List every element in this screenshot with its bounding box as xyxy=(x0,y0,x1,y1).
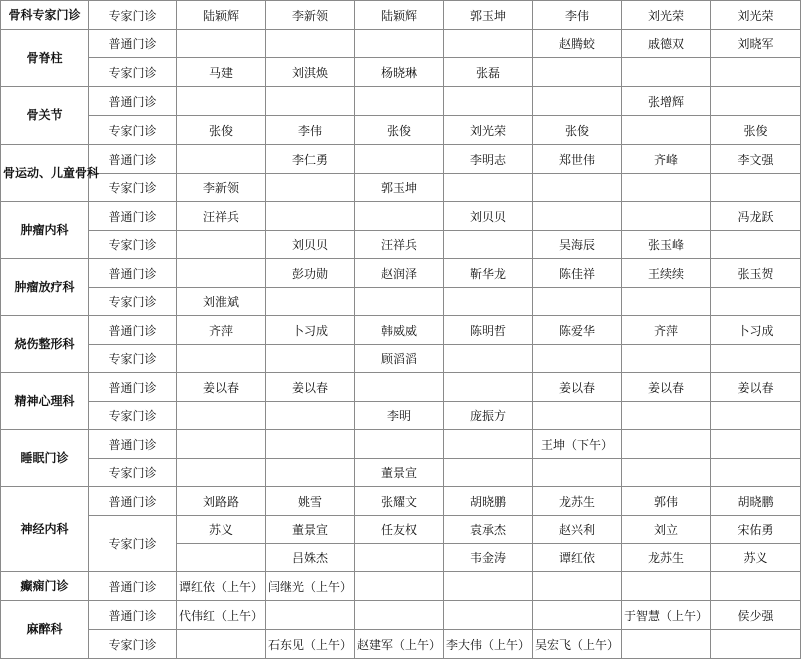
doctor-cell: 陈爱华 xyxy=(533,316,622,345)
doctor-cell: 张俊 xyxy=(533,116,622,145)
doctor-cell: 于智慧（上午） xyxy=(622,601,711,630)
clinic-type: 专家门诊 xyxy=(89,58,177,87)
doctor-cell: 王续续 xyxy=(622,259,711,288)
doctor-cell xyxy=(444,87,533,116)
clinic-type: 专家门诊 xyxy=(89,630,177,659)
schedule-row xyxy=(1,288,801,316)
doctor-cell xyxy=(355,202,444,231)
doctor-cell: 姜以春 xyxy=(177,373,266,402)
doctor-cell xyxy=(266,601,355,630)
doctor-cell: 代伟红（上午） xyxy=(177,601,266,630)
doctor-cell xyxy=(177,402,266,430)
doctor-cell: 刘淮斌 xyxy=(177,288,266,316)
doctor-cell xyxy=(266,459,355,487)
department-name: 麻醉科 xyxy=(1,601,89,659)
schedule-row xyxy=(1,116,801,145)
clinic-type: 普通门诊 xyxy=(89,87,177,116)
doctor-cell: 袁承杰 xyxy=(444,516,533,544)
doctor-cell xyxy=(266,430,355,459)
doctor-cell xyxy=(177,259,266,288)
doctor-cell: 张玉峰 xyxy=(622,231,711,259)
schedule-row xyxy=(1,259,801,288)
doctor-cell: 韩威威 xyxy=(355,316,444,345)
doctor-cell: 郭伟 xyxy=(622,487,711,516)
schedule-row xyxy=(1,430,801,459)
doctor-cell: 张玉贺 xyxy=(711,259,801,288)
department-name: 骨运动、儿童骨科 xyxy=(1,145,89,202)
doctor-cell: 戚德双 xyxy=(622,30,711,58)
department-name: 烧伤整形科 xyxy=(1,316,89,373)
schedule-row xyxy=(1,202,801,231)
doctor-cell: 姜以春 xyxy=(622,373,711,402)
doctor-cell xyxy=(711,288,801,316)
clinic-type: 普通门诊 xyxy=(89,572,177,601)
doctor-cell: 庞振方 xyxy=(444,402,533,430)
doctor-cell xyxy=(444,601,533,630)
department-name: 肿瘤放疗科 xyxy=(1,259,89,316)
doctor-cell: 龙苏生 xyxy=(622,544,711,572)
clinic-type: 专家门诊 xyxy=(89,231,177,259)
doctor-cell: 靳华龙 xyxy=(444,259,533,288)
clinic-type: 专家门诊 xyxy=(89,1,177,30)
doctor-cell xyxy=(444,345,533,373)
doctor-cell xyxy=(444,174,533,202)
doctor-cell xyxy=(177,345,266,373)
doctor-cell: 胡晓鹏 xyxy=(711,487,801,516)
department-name: 睡眠门诊 xyxy=(1,430,89,487)
doctor-cell xyxy=(711,345,801,373)
doctor-cell: 陈明哲 xyxy=(444,316,533,345)
doctor-cell xyxy=(622,630,711,659)
doctor-cell: 张耀文 xyxy=(355,487,444,516)
doctor-cell: 谭红依 xyxy=(533,544,622,572)
doctor-cell: 马建 xyxy=(177,58,266,87)
doctor-cell: 刘光荣 xyxy=(711,1,801,30)
doctor-cell: 卜习成 xyxy=(266,316,355,345)
doctor-cell: 石东见（上午） xyxy=(266,630,355,659)
doctor-cell: 刘路路 xyxy=(177,487,266,516)
doctor-cell xyxy=(711,572,801,601)
doctor-cell: 刘贝贝 xyxy=(266,231,355,259)
doctor-cell: 姚雪 xyxy=(266,487,355,516)
doctor-cell: 姜以春 xyxy=(266,373,355,402)
doctor-cell: 卜习成 xyxy=(711,316,801,345)
clinic-type: 专家门诊 xyxy=(89,345,177,373)
schedule-row xyxy=(1,601,801,630)
doctor-cell xyxy=(622,572,711,601)
doctor-cell: 张磊 xyxy=(444,58,533,87)
doctor-cell: 李明 xyxy=(355,402,444,430)
doctor-cell xyxy=(177,430,266,459)
schedule-row xyxy=(1,630,801,659)
doctor-cell: 齐萍 xyxy=(177,316,266,345)
doctor-cell xyxy=(355,30,444,58)
doctor-cell xyxy=(533,402,622,430)
doctor-cell xyxy=(444,231,533,259)
doctor-cell xyxy=(622,202,711,231)
schedule-row xyxy=(1,345,801,373)
doctor-cell: 刘贝贝 xyxy=(444,202,533,231)
doctor-cell xyxy=(711,402,801,430)
doctor-cell: 彭功勋 xyxy=(266,259,355,288)
doctor-cell: 郑世伟 xyxy=(533,145,622,174)
doctor-cell: 齐峰 xyxy=(622,145,711,174)
doctor-cell: 冯龙跃 xyxy=(711,202,801,231)
schedule-row xyxy=(1,87,801,116)
doctor-cell xyxy=(622,174,711,202)
doctor-cell xyxy=(533,202,622,231)
doctor-cell: 刘光荣 xyxy=(444,116,533,145)
doctor-cell xyxy=(533,345,622,373)
clinic-type: 专家门诊 xyxy=(89,459,177,487)
clinic-type: 普通门诊 xyxy=(89,601,177,630)
doctor-cell: 齐萍 xyxy=(622,316,711,345)
doctor-cell xyxy=(177,630,266,659)
department-name: 精神心理科 xyxy=(1,373,89,430)
doctor-cell xyxy=(533,288,622,316)
schedule-row xyxy=(1,58,801,87)
doctor-cell xyxy=(266,288,355,316)
doctor-cell xyxy=(444,430,533,459)
doctor-cell: 张俊 xyxy=(711,116,801,145)
doctor-cell: 刘淇焕 xyxy=(266,58,355,87)
doctor-cell xyxy=(177,30,266,58)
doctor-cell xyxy=(266,30,355,58)
department-name: 骨科专家门诊 xyxy=(1,1,89,30)
clinic-type: 专家门诊 xyxy=(89,516,177,572)
department-name: 癫痫门诊 xyxy=(1,572,89,601)
doctor-cell xyxy=(711,459,801,487)
clinic-type: 普通门诊 xyxy=(89,30,177,58)
doctor-cell xyxy=(177,145,266,174)
doctor-cell: 陆颖辉 xyxy=(355,1,444,30)
clinic-type: 普通门诊 xyxy=(89,316,177,345)
doctor-cell xyxy=(355,572,444,601)
schedule-row xyxy=(1,30,801,58)
doctor-cell xyxy=(533,87,622,116)
doctor-cell: 郭玉坤 xyxy=(444,1,533,30)
department-name: 骨关节 xyxy=(1,87,89,145)
doctor-cell xyxy=(622,345,711,373)
doctor-cell xyxy=(177,544,266,572)
doctor-cell: 刘光荣 xyxy=(622,1,711,30)
doctor-cell: 赵腾蛟 xyxy=(533,30,622,58)
clinic-type: 专家门诊 xyxy=(89,402,177,430)
schedule-row xyxy=(1,231,801,259)
doctor-cell: 赵润泽 xyxy=(355,259,444,288)
doctor-cell: 刘晓军 xyxy=(711,30,801,58)
schedule-row xyxy=(1,316,801,345)
doctor-cell: 李仁勇 xyxy=(266,145,355,174)
clinic-type: 专家门诊 xyxy=(89,288,177,316)
doctor-cell xyxy=(266,202,355,231)
schedule-row xyxy=(1,1,801,30)
doctor-cell: 王坤（下午） xyxy=(533,430,622,459)
doctor-cell xyxy=(622,116,711,145)
doctor-cell xyxy=(533,601,622,630)
doctor-cell xyxy=(444,459,533,487)
doctor-cell: 郭玉坤 xyxy=(355,174,444,202)
doctor-cell: 陆颖辉 xyxy=(177,1,266,30)
doctor-cell xyxy=(711,430,801,459)
clinic-type: 普通门诊 xyxy=(89,145,177,174)
doctor-cell xyxy=(711,58,801,87)
schedule-row xyxy=(1,516,801,544)
doctor-cell: 闫继光（上午） xyxy=(266,572,355,601)
schedule-row xyxy=(1,459,801,487)
doctor-cell: 陈佳祥 xyxy=(533,259,622,288)
doctor-cell: 李明志 xyxy=(444,145,533,174)
doctor-cell: 侯少强 xyxy=(711,601,801,630)
clinic-type: 普通门诊 xyxy=(89,259,177,288)
doctor-cell xyxy=(711,87,801,116)
clinic-type: 普通门诊 xyxy=(89,373,177,402)
doctor-cell: 谭红依（上午） xyxy=(177,572,266,601)
department-name: 肿瘤内科 xyxy=(1,202,89,259)
doctor-cell: 杨晓琳 xyxy=(355,58,444,87)
doctor-cell: 顾滔滔 xyxy=(355,345,444,373)
doctor-cell xyxy=(533,572,622,601)
doctor-cell: 汪祥兵 xyxy=(177,202,266,231)
doctor-cell: 龙苏生 xyxy=(533,487,622,516)
doctor-cell xyxy=(622,288,711,316)
doctor-cell xyxy=(266,174,355,202)
doctor-cell: 张俊 xyxy=(355,116,444,145)
doctor-cell xyxy=(177,459,266,487)
doctor-cell: 汪祥兵 xyxy=(355,231,444,259)
doctor-cell: 苏义 xyxy=(711,544,801,572)
doctor-cell: 姜以春 xyxy=(533,373,622,402)
doctor-cell: 任友权 xyxy=(355,516,444,544)
doctor-cell: 李大伟（上午） xyxy=(444,630,533,659)
doctor-cell: 吴宏飞（上午） xyxy=(533,630,622,659)
doctor-cell xyxy=(533,459,622,487)
doctor-cell: 宋佑勇 xyxy=(711,516,801,544)
doctor-cell: 李新领 xyxy=(266,1,355,30)
doctor-cell xyxy=(622,430,711,459)
doctor-cell xyxy=(355,430,444,459)
schedule-row xyxy=(1,145,801,174)
doctor-cell: 苏义 xyxy=(177,516,266,544)
doctor-cell xyxy=(177,87,266,116)
schedule-row xyxy=(1,174,801,202)
doctor-cell xyxy=(711,174,801,202)
doctor-cell: 李伟 xyxy=(533,1,622,30)
doctor-cell xyxy=(266,345,355,373)
doctor-cell xyxy=(355,544,444,572)
clinic-type: 专家门诊 xyxy=(89,174,177,202)
schedule-row xyxy=(1,373,801,402)
doctor-cell xyxy=(177,231,266,259)
doctor-cell xyxy=(355,145,444,174)
doctor-cell: 赵建军（上午） xyxy=(355,630,444,659)
doctor-cell: 张俊 xyxy=(177,116,266,145)
doctor-cell xyxy=(444,373,533,402)
doctor-cell xyxy=(533,174,622,202)
doctor-cell: 张增辉 xyxy=(622,87,711,116)
doctor-cell xyxy=(622,402,711,430)
doctor-cell xyxy=(711,231,801,259)
doctor-cell: 董景宣 xyxy=(266,516,355,544)
doctor-cell xyxy=(711,630,801,659)
doctor-cell xyxy=(266,402,355,430)
doctor-cell: 姜以春 xyxy=(711,373,801,402)
doctor-cell xyxy=(355,87,444,116)
department-name: 骨脊柱 xyxy=(1,30,89,87)
doctor-cell xyxy=(355,601,444,630)
schedule-row xyxy=(1,402,801,430)
doctor-cell xyxy=(444,30,533,58)
doctor-cell: 董景宣 xyxy=(355,459,444,487)
doctor-cell xyxy=(444,288,533,316)
doctor-cell: 吴海辰 xyxy=(533,231,622,259)
doctor-cell: 韦金涛 xyxy=(444,544,533,572)
doctor-cell: 赵兴利 xyxy=(533,516,622,544)
clinic-type: 专家门诊 xyxy=(89,116,177,145)
doctor-cell xyxy=(355,373,444,402)
doctor-cell: 李新领 xyxy=(177,174,266,202)
doctor-cell: 李文强 xyxy=(711,145,801,174)
clinic-type: 普通门诊 xyxy=(89,487,177,516)
clinic-type: 普通门诊 xyxy=(89,202,177,231)
doctor-cell xyxy=(622,459,711,487)
doctor-cell xyxy=(622,58,711,87)
doctor-cell: 刘立 xyxy=(622,516,711,544)
schedule-row xyxy=(1,572,801,601)
department-name: 神经内科 xyxy=(1,487,89,572)
clinic-type: 普通门诊 xyxy=(89,430,177,459)
schedule-row xyxy=(1,487,801,516)
doctor-cell xyxy=(533,58,622,87)
doctor-cell: 李伟 xyxy=(266,116,355,145)
doctor-cell xyxy=(355,288,444,316)
doctor-cell xyxy=(266,87,355,116)
doctor-cell: 吕姝杰 xyxy=(266,544,355,572)
doctor-cell: 胡晓鹏 xyxy=(444,487,533,516)
doctor-cell xyxy=(444,572,533,601)
